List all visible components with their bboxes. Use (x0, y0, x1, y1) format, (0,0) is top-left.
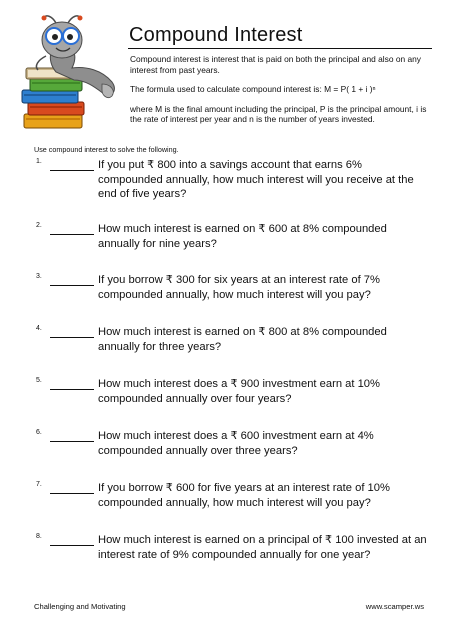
title-divider (128, 48, 432, 49)
question-text: How much interest does a ₹ 600 investment earn at 4% compounded annually over three years? (98, 430, 374, 457)
question-text: How much interest is earned on ₹ 600 at 8% compounded annually for nine years? (98, 223, 387, 250)
question-number: 8. (36, 533, 42, 540)
intro-section (130, 54, 430, 134)
question-text: If you put ₹ 800 into a savings account that earns 6% compounded annually, how much interest will you receive at the end of five years? (98, 159, 414, 201)
intro-definition: Compound interest is interest that is paid on both the principal and also on any interest from past years. (130, 54, 421, 75)
question-number: 2. (36, 222, 42, 229)
footer-tagline: Challenging and Motivating (34, 602, 126, 611)
question-text: How much interest is earned on a principal of ₹ 100 invested at an interest rate of 9% compounded annually for one year? (98, 534, 427, 561)
answer-blank[interactable] (50, 170, 94, 171)
question-number: 1. (36, 158, 42, 165)
answer-blank[interactable] (50, 234, 94, 235)
intro-explanation: where M is the final amount including the principal, P is the principal amount, i is the rate of interest per year and n is the number of years invested. (130, 103, 427, 124)
answer-blank[interactable] (50, 389, 94, 390)
question-number: 3. (36, 273, 42, 280)
answer-blank[interactable] (50, 545, 94, 546)
answer-blank[interactable] (50, 493, 94, 494)
question-text: How much interest is earned on ₹ 800 at 8% compounded annually for three years? (98, 326, 387, 353)
answer-blank[interactable] (50, 285, 94, 286)
answer-blank[interactable] (50, 337, 94, 338)
question-number: 5. (36, 377, 42, 384)
bookworm-mascot-icon (16, 10, 128, 138)
instruction-text: Use compound interest to solve the following. (34, 145, 179, 154)
question-number: 7. (36, 481, 42, 488)
page-title: Compound Interest (129, 24, 303, 46)
question-number: 6. (36, 429, 42, 436)
intro-formula: The formula used to calculate compound interest is: M = P( 1 + i )ⁿ (130, 84, 376, 94)
question-text: If you borrow ₹ 300 for six years at an interest rate of 7% compounded annually, how much interest will you pay? (98, 274, 380, 301)
question-number: 4. (36, 325, 42, 332)
question-text: How much interest does a ₹ 900 investment earn at 10% compounded annually over four years? (98, 378, 380, 405)
answer-blank[interactable] (50, 441, 94, 442)
question-text: If you borrow ₹ 600 for five years at an interest rate of 10% compounded annually, how much interest will you pay? (98, 482, 390, 509)
footer-website-link[interactable]: www.scamper.ws (365, 602, 424, 611)
